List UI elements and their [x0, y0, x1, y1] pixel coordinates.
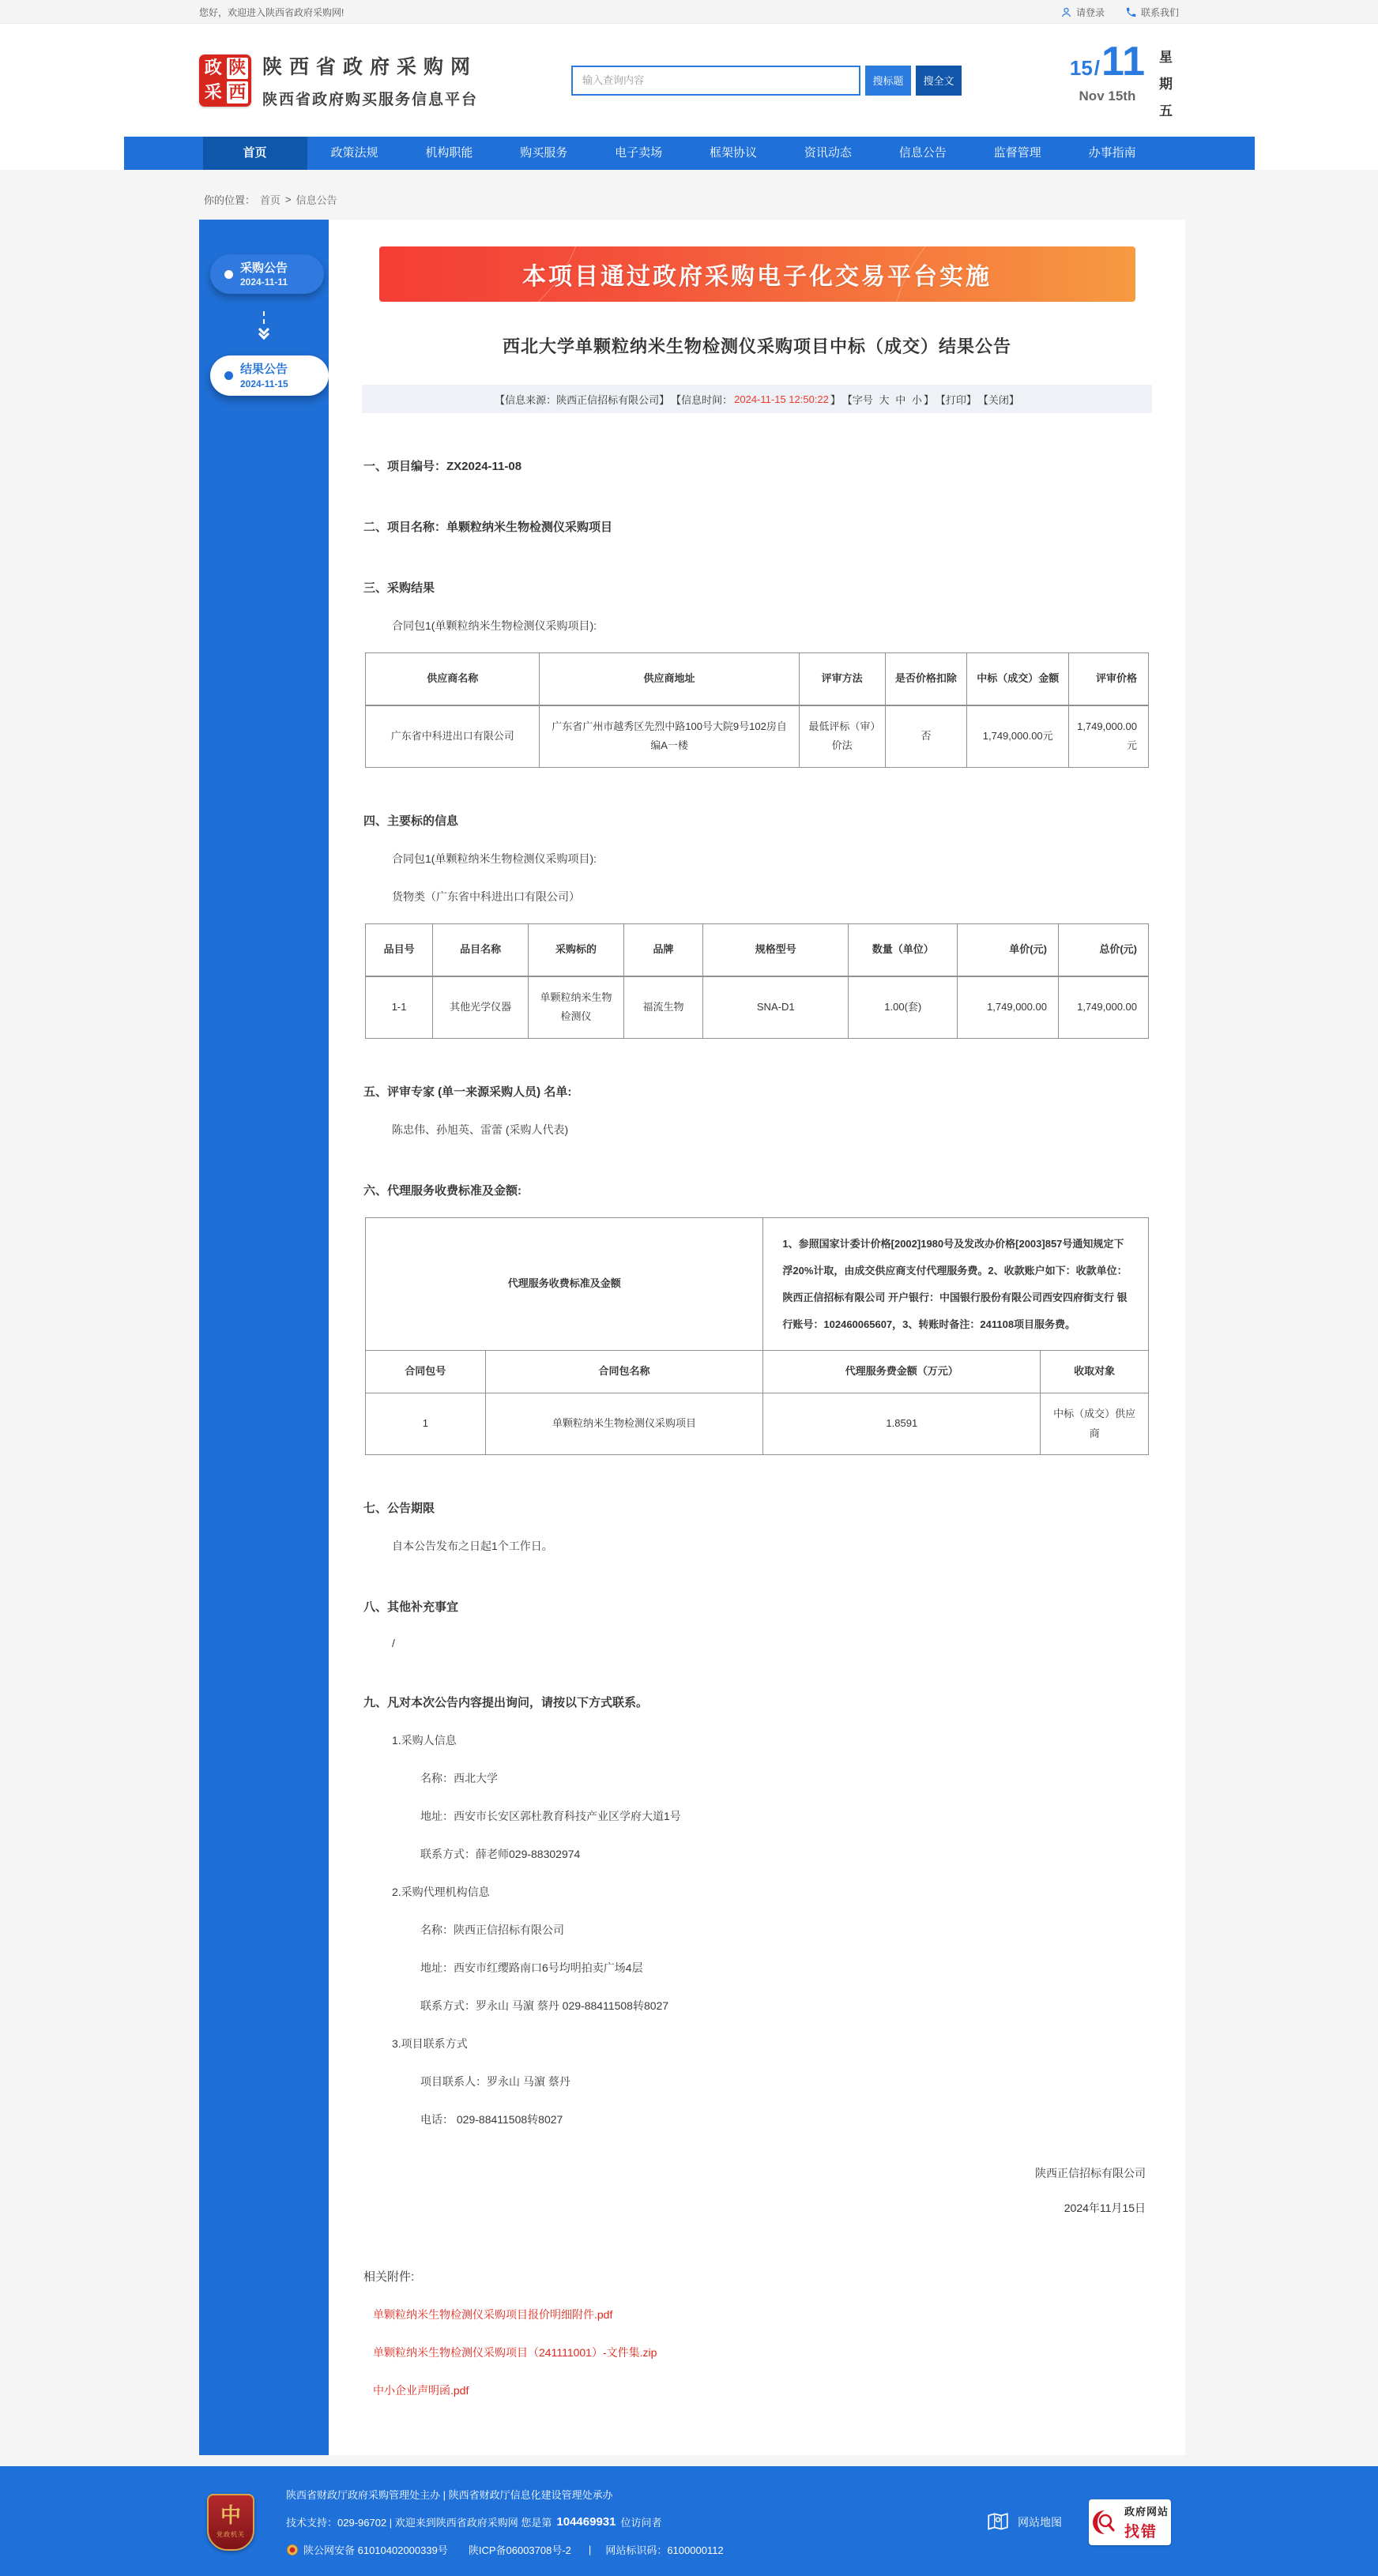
price-deduction-cell: 否 [885, 705, 967, 768]
timeline-dot-icon [224, 371, 233, 380]
column-header: 供应商名称 [366, 653, 540, 705]
meta-source: 【信息来源：陕西正信招标有限公司】 [495, 393, 670, 406]
nav-item-purchase-services[interactable]: 购买服务 [520, 146, 568, 160]
timeline-sidebar [199, 220, 329, 2455]
contact-us-label: 联系我们 [1140, 6, 1179, 18]
site-header [0, 24, 1378, 137]
nav-item-functions[interactable]: 机构职能 [425, 146, 473, 160]
package-name-cell: 单颗粒纳米生物检测仪采购项目 [485, 1393, 763, 1455]
breadcrumb-home-link[interactable]: 首页 [260, 194, 281, 206]
column-header: 品牌 [624, 924, 703, 976]
date-english: Nov 15th [1079, 88, 1136, 103]
gongan-beian-link[interactable]: 陕公网安备 61010402000339号 [303, 2544, 448, 2557]
sitemap-link[interactable] [986, 2510, 1062, 2534]
section-project-name: 二、项目名称：单颗粒纳米生物检测仪采购项目 [363, 521, 613, 534]
model-cell: SNA-D1 [703, 976, 849, 1039]
font-size-large-button[interactable]: 大 [879, 393, 890, 406]
agency-info-title: 2.采购代理机构信息 [392, 1886, 490, 1899]
signature-date: 2024年11月15日 [1064, 2202, 1146, 2215]
package-number-cell: 1 [366, 1393, 486, 1455]
timeline-step-result-notice[interactable] [210, 355, 329, 395]
search-input[interactable] [571, 66, 860, 96]
icp-beian-link[interactable]: 陕ICP备06003708号-2 [468, 2544, 571, 2557]
map-icon [986, 2510, 1010, 2534]
timeline-step-date: 2024-11-11 [240, 276, 288, 288]
timeline-arrow-down-icon [199, 311, 329, 338]
fee-payer-cell: 中标（成交）供应商 [1041, 1393, 1149, 1455]
breadcrumb-row [0, 170, 1378, 220]
section-other-matters: 八、其他补充事宜 [363, 1600, 459, 1615]
nav-item-supervision[interactable]: 监督管理 [993, 146, 1041, 160]
logo-char: 政 [204, 58, 222, 78]
purchaser-address-line: 地址：西安市长安区郭杜教育科技产业区学府大道1号 [420, 1810, 681, 1823]
gongan-badge-icon [286, 2544, 299, 2556]
column-header: 合同包名称 [485, 1351, 763, 1393]
visitor-count: 104469931 [556, 2515, 616, 2529]
brand-cell: 福流生物 [624, 976, 703, 1039]
experts-names-line: 陈忠伟、孙旭英、雷蕾 (采购人代表) [392, 1123, 569, 1137]
font-size-close: 】 [923, 393, 934, 406]
purchaser-contact-line: 联系方式：薛老师029-88302974 [420, 1848, 581, 1861]
search-box [571, 66, 962, 96]
timeline-step-date: 2024-11-15 [240, 378, 288, 389]
timeline-step-procurement-notice[interactable] [210, 254, 324, 294]
login-label: 请登录 [1075, 6, 1105, 18]
purchaser-info-title: 1.采购人信息 [392, 1734, 457, 1747]
announcement-title: 西北大学单颗粒纳米生物检测仪采购项目中标（成交）结果公告 [502, 337, 1011, 356]
site-logo[interactable] [199, 51, 478, 109]
platform-banner [379, 246, 1135, 302]
site-code-text: 网站标识码：6100000112 [605, 2544, 724, 2557]
nav-item-news[interactable]: 资讯动态 [804, 146, 852, 160]
column-header: 评审价格 [1069, 653, 1149, 705]
meta-timestamp: 2024-11-15 12:50:22 [734, 393, 829, 405]
breadcrumb [199, 192, 1179, 207]
footer-separator: | [588, 2544, 592, 2556]
footer-support-suffix: 位访问者 [620, 2517, 662, 2529]
site-title: 陕西省政府采购网 [262, 56, 478, 78]
timeline-step-title: 采购公告 [240, 261, 288, 275]
section-agency-fee: 六、代理服务收费标准及金额: [363, 1184, 521, 1198]
column-header: 是否价格扣除 [885, 653, 967, 705]
date-widget [1070, 41, 1179, 119]
column-header: 评审方法 [799, 653, 885, 705]
table-row [366, 1393, 1149, 1455]
logo-char: 西 [227, 81, 249, 103]
project-contact-person-line: 项目联系人：罗永山 马濵 蔡丹 [420, 2075, 570, 2089]
date-day: 15 [1069, 55, 1093, 80]
quantity-cell: 1.00(套) [849, 976, 958, 1039]
announcement-card [329, 220, 1185, 2455]
print-button[interactable]: 【打印】 [935, 393, 977, 406]
main-nav-row [0, 137, 1378, 170]
main-nav [124, 137, 1255, 170]
procurement-subject-cell: 单颗粒纳米生物检测仪 [529, 976, 624, 1039]
nav-item-framework[interactable]: 框架协议 [710, 146, 758, 160]
attachment-link-sme-declaration-pdf[interactable]: 中小企业声明函.pdf [373, 2384, 469, 2397]
attachments-label: 相关附件: [363, 2270, 415, 2285]
attachment-link-quotation-pdf[interactable]: 单颗粒纳米生物检测仪采购项目报价明细附件.pdf [373, 2308, 613, 2322]
search-title-button[interactable]: 搜标题 [865, 66, 911, 96]
signature-company: 陕西正信招标有限公司 [1035, 2167, 1146, 2180]
phone-icon [1125, 6, 1137, 18]
logo-char: 采 [204, 81, 222, 102]
column-header: 规格型号 [703, 924, 849, 976]
table-header-row [366, 1351, 1149, 1393]
content-area [199, 220, 1179, 2466]
date-month: 11 [1101, 39, 1145, 85]
other-matters-line: / [392, 1637, 395, 1650]
font-size-medium-button[interactable]: 中 [895, 393, 906, 406]
footer-support-prefix: 技术支持：029-96702 | 欢迎来到陕西省政府采购网 您是第 [286, 2517, 552, 2529]
column-header: 总价(元) [1058, 924, 1148, 976]
error-report-magnifier-icon [1091, 2509, 1118, 2536]
section-procurement-result: 三、采购结果 [363, 581, 435, 595]
project-contact-phone-line: 电话： 029-88411508转8027 [420, 2113, 563, 2127]
agency-fee-table [365, 1217, 1149, 1455]
column-header: 代理服务费金额（万元） [763, 1351, 1041, 1393]
unit-price-cell: 1,749,000.00 [958, 976, 1059, 1039]
column-header: 单价(元) [958, 924, 1059, 976]
review-price-cell: 1,749,000.00 元 [1069, 705, 1149, 768]
nav-item-emall[interactable]: 电子卖场 [615, 146, 663, 160]
timeline-step-title: 结果公告 [240, 363, 288, 377]
announcement-period-line: 自本公告发布之日起1个工作日。 [392, 1540, 553, 1553]
platform-banner-text: 本项目通过政府采购电子化交易平台实施 [522, 264, 992, 290]
nav-spacer [1160, 137, 1255, 170]
search-fulltext-button[interactable]: 搜全文 [916, 66, 962, 96]
column-header: 品目号 [366, 924, 433, 976]
result-table [365, 652, 1149, 768]
column-header: 中标（成交）金额 [967, 653, 1069, 705]
weekday-label [1159, 41, 1173, 119]
site-footer [0, 2466, 1378, 2576]
column-header: 数量（单位） [849, 924, 958, 976]
section-contact-info: 九、凡对本次公告内容提出询问，请按以下方式联系。 [363, 1696, 649, 1710]
top-utility-bar [0, 0, 1378, 24]
meta-info-bar [362, 385, 1152, 413]
project-contact-title: 3.项目联系方式 [392, 2037, 468, 2051]
evaluation-method-cell: 最低评标（审）价法 [799, 705, 885, 768]
meta-time-label: 【信息时间： [671, 393, 733, 406]
table-row [366, 705, 1149, 768]
column-header: 供应商地址 [540, 653, 799, 705]
font-size-label: 【字号 [841, 393, 873, 406]
column-header: 合同包号 [366, 1351, 486, 1393]
nav-item-guide[interactable]: 办事指南 [1088, 146, 1136, 160]
badge-find-error-label: 找错 [1124, 2523, 1158, 2540]
table-header-row [366, 924, 1149, 976]
badge-gov-site-label: 政府网站 [1124, 2505, 1169, 2518]
section-subject-info: 四、主要标的信息 [363, 814, 459, 829]
table-row [366, 1218, 1149, 1351]
logo-seal-icon [199, 55, 251, 107]
nav-item-announcements[interactable]: 信息公告 [898, 146, 947, 160]
breadcrumb-separator: > [285, 194, 292, 205]
purchaser-name-line: 名称：西北大学 [420, 1772, 498, 1785]
login-link[interactable] [1060, 6, 1105, 19]
welcome-text: 您好，欢迎进入陕西省政府采购网! [199, 6, 344, 18]
section-announcement-period: 七、公告期限 [363, 1502, 435, 1516]
goods-category-line: 货物类（广东省中科进出口有限公司） [392, 890, 580, 904]
agency-contact-line: 联系方式：罗永山 马濵 蔡丹 029-88411508转8027 [420, 1999, 669, 2013]
government-emblem-icon: 中 党政机关 [207, 2494, 254, 2551]
attachment-link-fileset-zip[interactable]: 单颗粒纳米生物检测仪采购项目（241111001）-文件集.zip [373, 2346, 657, 2360]
nav-item-policy[interactable]: 政策法规 [330, 146, 378, 160]
footer-organizer-line: 陕西省财政厅政府采购管理处主办 | 陕西省财政厅信息化建设管理处承办 [286, 2489, 613, 2502]
site-subtitle: 陕西省政府购买服务信息平台 [262, 92, 479, 108]
signature-block [362, 2165, 1152, 2216]
close-button[interactable]: 【关闭】 [977, 393, 1019, 406]
total-price-cell: 1,749,000.00 [1058, 976, 1148, 1039]
user-icon [1060, 6, 1072, 18]
emblem-ribbon-text: 党政机关 [216, 2531, 245, 2539]
column-header: 品目名称 [433, 924, 529, 976]
agency-fee-note-cell: 1、参照国家计委计价格[2002]1980号及发改办价格[2003]857号通知规定下浮20%计取，由成交供应商支付代理服务费。2、收款账户如下：收款单位：陕西正信招标有限公司 开户银行：中国银行股份有限公司西安四府街支行 银行账号：102460065607，3、转账时备注：241108项目服务费。 [763, 1218, 1149, 1351]
meta-time-close: 】 [830, 393, 841, 406]
table-header-row [366, 653, 1149, 705]
column-header: 收取对象 [1041, 1351, 1149, 1393]
breadcrumb-label: 你的位置： [204, 194, 256, 206]
agency-fee-label-cell: 代理服务收费标准及金额 [366, 1218, 763, 1351]
agency-fee-amount-cell: 1.8591 [763, 1393, 1041, 1455]
contract-package-line: 合同包1(单颗粒纳米生物检测仪采购项目): [392, 852, 597, 866]
item-number-cell: 1-1 [366, 976, 433, 1039]
agency-address-line: 地址：西安市红缨路南口6号均明拍卖广场4层 [420, 1961, 643, 1975]
timeline-dot-icon [224, 270, 233, 279]
gov-site-error-report-badge[interactable] [1089, 2499, 1171, 2545]
agency-name-line: 名称：陕西正信招标有限公司 [420, 1924, 564, 1937]
weekday-char: 五 [1159, 103, 1173, 118]
weekday-char: 期 [1159, 77, 1173, 92]
supplier-name-cell: 广东省中科进出口有限公司 [366, 705, 540, 768]
subject-table [365, 923, 1149, 1039]
item-name-cell: 其他光学仪器 [433, 976, 529, 1039]
breadcrumb-current[interactable]: 信息公告 [296, 194, 337, 206]
logo-char: 陕 [227, 58, 249, 80]
date-separator: / [1094, 55, 1101, 80]
supplier-address-cell: 广东省广州市越秀区先烈中路100号大院9号102房自编A一楼 [540, 705, 799, 768]
table-row [366, 976, 1149, 1039]
weekday-char: 星 [1159, 50, 1173, 65]
column-header: 采购标的 [529, 924, 624, 976]
nav-item-home[interactable]: 首页 [203, 137, 307, 170]
section-project-number: 一、项目编号：ZX2024-11-08 [363, 460, 522, 473]
contract-package-line: 合同包1(单颗粒纳米生物检测仪采购项目): [392, 619, 597, 632]
award-amount-cell: 1,749,000.00元 [967, 705, 1069, 768]
section-experts: 五、评审专家 (单一来源采购人员) 名单: [363, 1085, 572, 1100]
font-size-small-button[interactable]: 小 [911, 393, 922, 406]
contact-us-link[interactable] [1125, 6, 1179, 19]
sitemap-label: 网站地图 [1018, 2515, 1062, 2529]
